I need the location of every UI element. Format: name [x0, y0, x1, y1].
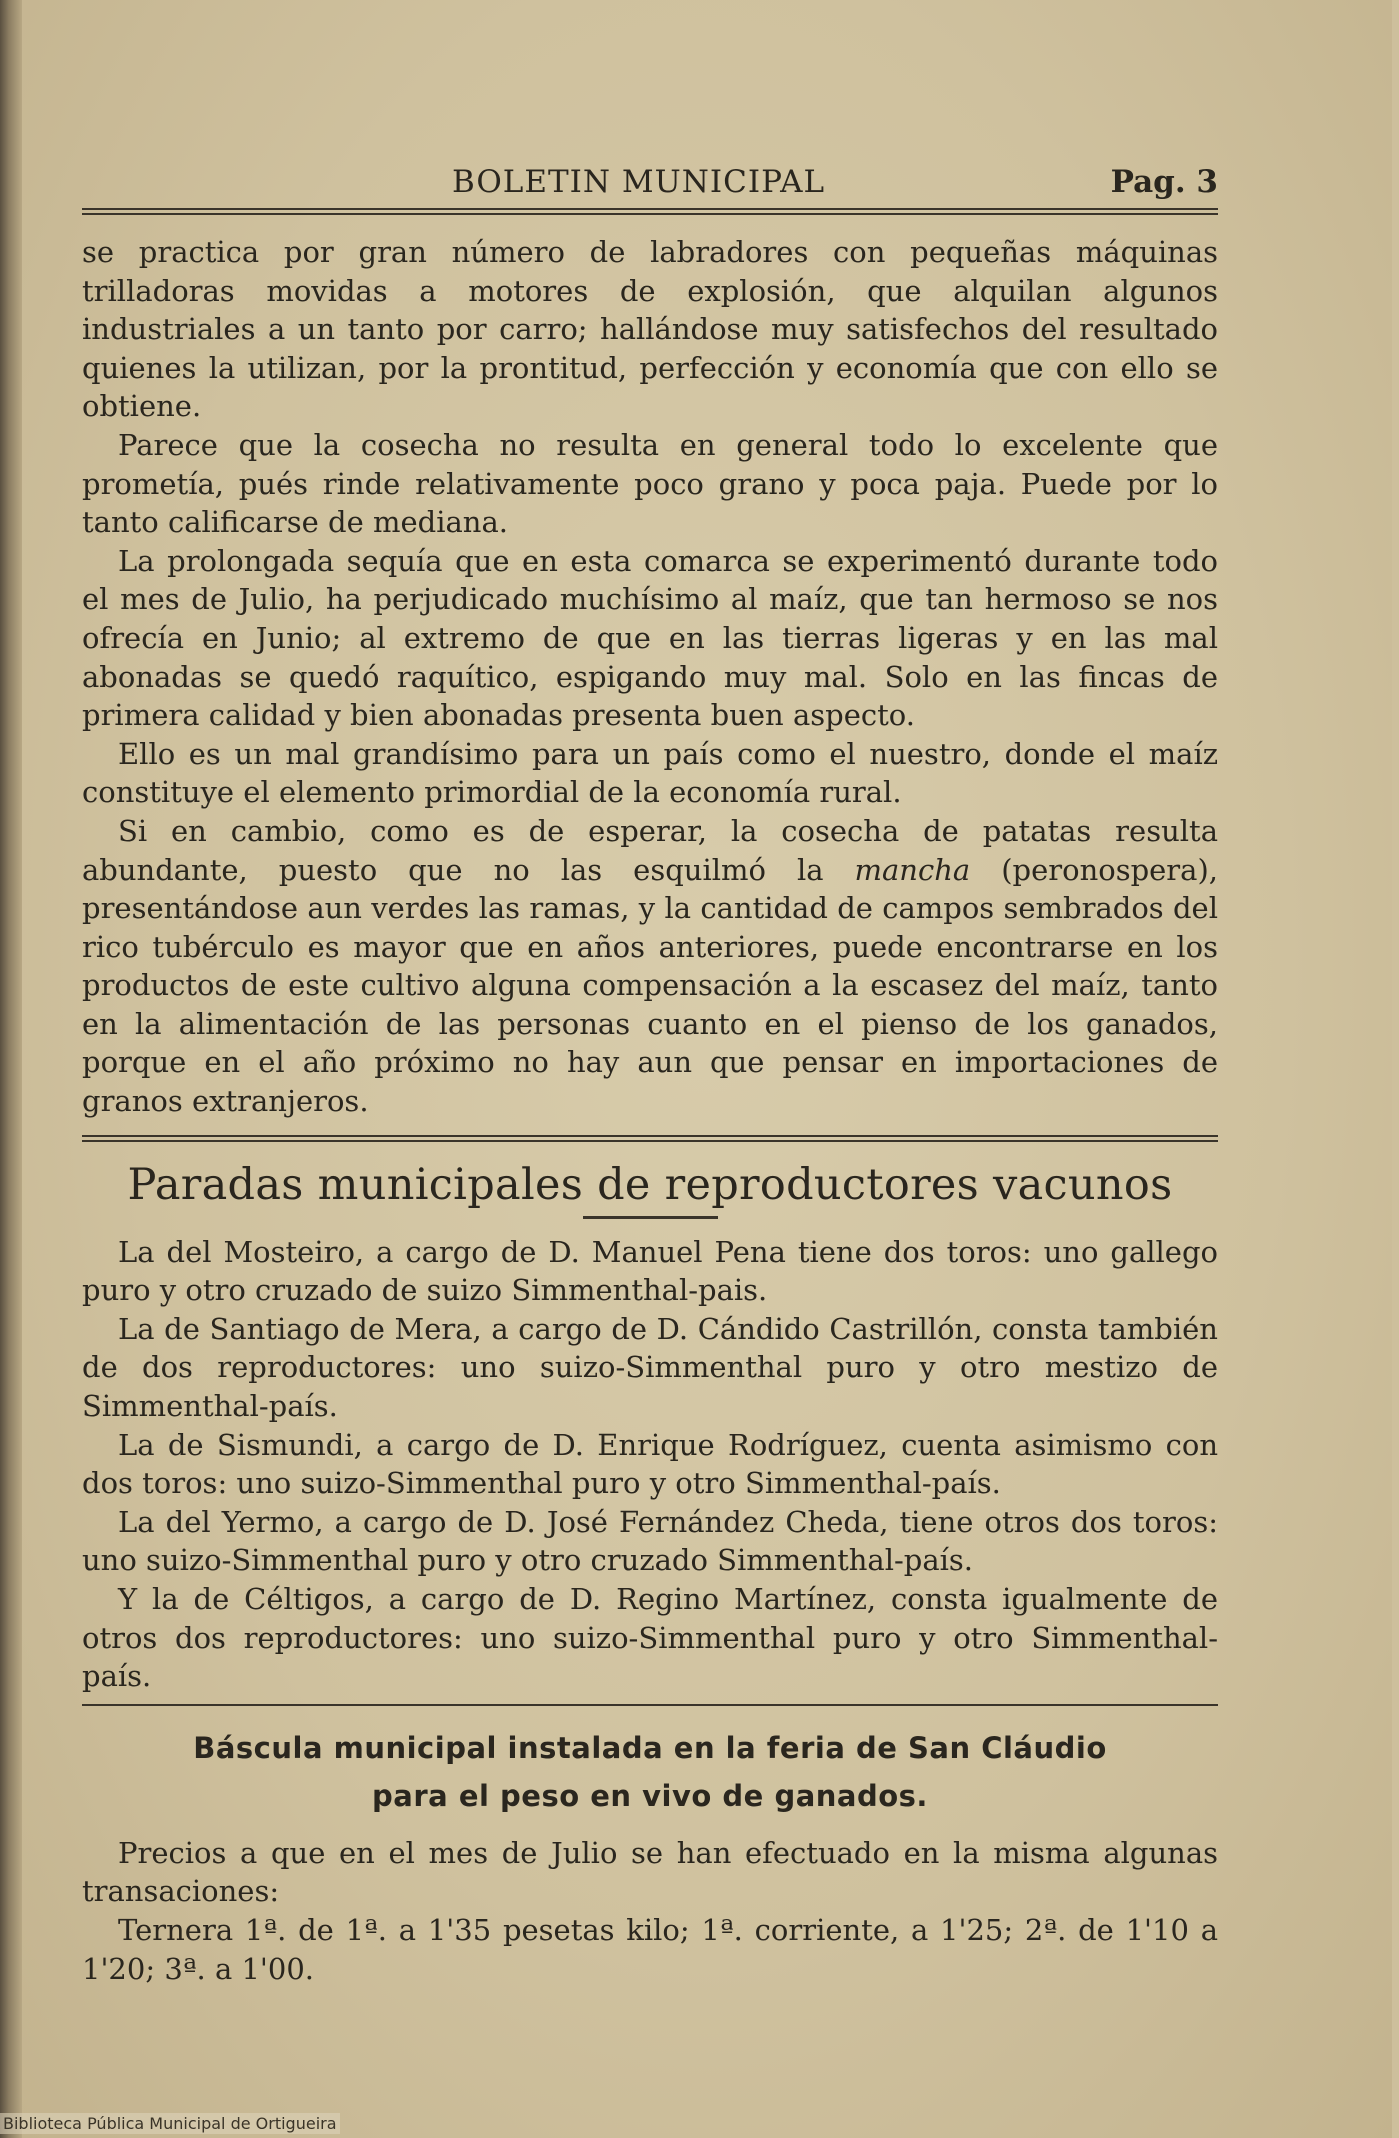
mancha-italic: mancha: [854, 852, 971, 887]
intro-paragraph: Parece que la cosecha no resulta en general todo lo excelente que prometía, pués rinde relativamente poco grano y poca paja. Puede por lo tanto calificarse de mediana.: [82, 427, 1218, 540]
paradas-heading: Paradas municipales de reproductores vacunos: [127, 1159, 1173, 1210]
section-rule: [82, 1135, 1218, 1142]
bascula-prices: Ternera 1ª. de 1ª. a 1'35 pesetas kilo; 1ª. corriente, a 1'25; 2ª. de 1'10 a 1'20; 3ª. a 1'00.: [82, 1912, 1218, 1986]
intro-paragraph-potatoes: [82, 812, 1218, 1121]
page-content: [82, 160, 1218, 1988]
parada-paragraph: La del Yermo, a cargo de D. José Fernández Cheda, tiene otros dos toros: uno suizo-Simmenthal puro y otro cruzado Simmenthal-país.: [82, 1504, 1218, 1578]
potatoes-text-b: (peronospera), presentándose aun verdes las ramas, y la cantidad de campos sembrados del rico tubérculo es mayor que en años anteriores, puede encontrarse en los productos de este cultivo alguna compensación a la escasez del maíz, tanto en la alimentación de las personas cuanto en el pienso de los ganados, porque en el año próximo no hay aun que pensar en importaciones de granos extranjeros.: [82, 852, 1218, 1119]
page-binding-edge: [0, 0, 22, 2138]
parada-paragraph: Y la de Céltigos, a cargo de D. Regino Martínez, consta igualmente de otros dos reproductores: uno suizo-Simmenthal puro y otro Simmenthal-país.: [82, 1582, 1218, 1694]
library-credit: Biblioteca Pública Municipal de Ortigueira: [0, 2113, 340, 2134]
bascula-paragraph: Precios a que en el mes de Julio se han efectuado en la misma algunas transaciones:: [82, 1835, 1218, 1909]
intro-paragraph: se practica por gran número de labradores con pequeñas máquinas trilladoras movidas a motores de explosión, que alquilan algunos industriales a un tanto por carro; hallándose muy satisfechos del resultado quienes la utilizan, por la prontitud, perfección y economía que con ello se obtiene.: [82, 235, 1218, 424]
parada-paragraph: La de Santiago de Mera, a cargo de D. Cándido Castrillón, consta también de dos reproductores: uno suizo-Simmenthal puro y otro mestizo de Simmenthal-país.: [82, 1311, 1218, 1424]
paradas-section: [82, 1233, 1218, 1696]
bascula-heading: [82, 1724, 1218, 1820]
header-rule: [82, 208, 1218, 215]
intro-paragraph: Ello es un mal grandísimo para un país como el nuestro, donde el maíz constituye el elemento primordial de la economía rural.: [82, 736, 1218, 810]
heading-underline: [583, 1216, 718, 1219]
bulletin-title: BOLETIN MUNICIPAL: [452, 164, 826, 200]
parada-paragraph: La de Sismundi, a cargo de D. Enrique Rodríguez, cuenta asimismo con dos toros: uno suizo-Simmenthal puro y otro Simmenthal-país.: [82, 1427, 1218, 1501]
intro-paragraph: La prolongada sequía que en esta comarca se experimentó durante todo el mes de Julio, ha perjudicado muchísimo al maíz, que tan hermoso se nos ofrecía en Junio; al extremo de que en las tierras ligeras y en las mal abonadas se quedó raquítico, espigando muy mal. Solo en las fincas de primera calidad y bien abonadas presenta buen aspecto.: [82, 543, 1218, 733]
bascula-section: [82, 1834, 1218, 1988]
section-rule: [82, 1704, 1218, 1706]
page-header: [82, 160, 1218, 208]
potatoes-text-a: Si en cambio, como es de esperar, la cosecha de patatas resulta abundante, puesto que no las esquilmó la: [82, 813, 1218, 887]
page-number: Pag. 3: [1110, 164, 1218, 200]
bascula-heading-line1: Báscula municipal instalada en la feria de San Cláudio: [193, 1730, 1107, 1765]
parada-paragraph: La del Mosteiro, a cargo de D. Manuel Pena tiene dos toros: uno gallego puro y otro cruzado de suizo Simmenthal-pais.: [82, 1234, 1218, 1308]
bascula-heading-line2: para el peso en vivo de ganados.: [372, 1778, 928, 1813]
intro-section: [82, 233, 1218, 1121]
